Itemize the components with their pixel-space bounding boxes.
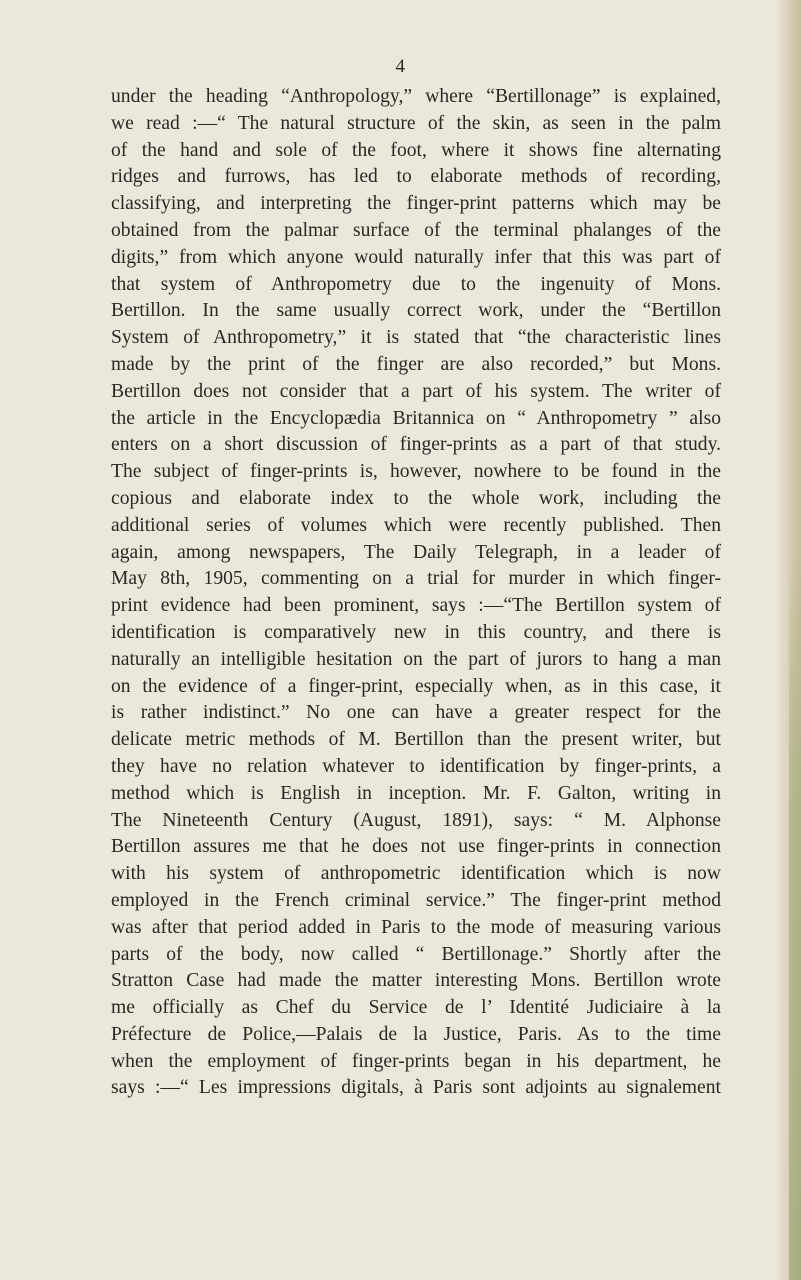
- text-line: The subject of finger-prints is, however, nowhere to be found in the: [111, 461, 721, 483]
- text-line: the article in the Encyclopædia Britannica on “ Anthropometry ” also: [111, 407, 721, 429]
- text-line: delicate metric methods of M. Bertillon than the present writer, but: [111, 729, 721, 751]
- text-line: May 8th, 1905, commenting on a trial for murder in which finger-: [111, 568, 721, 590]
- text-line: Bertillon does not consider that a part of his system. The writer of: [111, 380, 721, 402]
- text-line: obtained from the palmar surface of the terminal phalanges of the: [111, 219, 721, 241]
- text-line: digits,” from which anyone would naturally infer that this was part of: [111, 246, 721, 268]
- text-line: enters on a short discussion of finger-prints as a part of that study.: [111, 434, 721, 456]
- text-line: of the hand and sole of the foot, where it shows fine alternating: [111, 139, 721, 161]
- page-edge-tint: [789, 560, 801, 1280]
- text-line: copious and elaborate index to the whole work, including the: [111, 487, 721, 509]
- text-line: on the evidence of a finger-print, especially when, as in this case, it: [111, 675, 721, 697]
- text-line: when the employment of finger-prints began in his department, he: [111, 1050, 721, 1072]
- text-line: is rather indistinct.” No one can have a greater respect for the: [111, 702, 721, 724]
- text-line: identification is comparatively new in this country, and there is: [111, 621, 721, 643]
- text-line: parts of the body, now called “ Bertillonage.” Shortly after the: [111, 943, 721, 965]
- text-line: under the heading “Anthropology,” where “Bertillonage” is explained,: [111, 86, 721, 107]
- text-line: me officially as Chef du Service de l’ Identité Judiciaire à la: [111, 997, 721, 1019]
- body-text: [111, 84, 721, 1102]
- text-line: that system of Anthropometry due to the ingenuity of Mons.: [111, 273, 721, 295]
- text-line: additional series of volumes which were recently published. Then: [111, 514, 721, 536]
- text-line: again, among newspapers, The Daily Telegraph, in a leader of: [111, 541, 721, 563]
- text-line: Préfecture de Police,—Palais de la Justice, Paris. As to the time: [111, 1023, 721, 1045]
- text-line: was after that period added in Paris to the mode of measuring various: [111, 916, 721, 938]
- text-line: Bertillon assures me that he does not use finger-prints in connection: [111, 836, 721, 858]
- text-line: naturally an intelligible hesitation on the part of jurors to hang a man: [111, 648, 721, 670]
- text-line: they have no relation whatever to identification by finger-prints, a: [111, 755, 721, 777]
- text-line: The Nineteenth Century (August, 1891), says: “ M. Alphonse: [111, 809, 721, 831]
- text-line: made by the print of the finger are also recorded,” but Mons.: [111, 353, 721, 375]
- text-line: System of Anthropometry,” it is stated that “the characteristic lines: [111, 327, 721, 349]
- text-line: print evidence had been prominent, says :—“The Bertillon system of: [111, 595, 721, 617]
- text-line: method which is English in inception. Mr. F. Galton, writing in: [111, 782, 721, 804]
- text-line: employed in the French criminal service.” The finger-print method: [111, 889, 721, 911]
- page-number: 4: [395, 56, 406, 77]
- text-line: with his system of anthropometric identification which is now: [111, 863, 721, 885]
- page-edge: [777, 0, 801, 1280]
- text-line: classifying, and interpreting the finger-print patterns which may be: [111, 193, 721, 215]
- text-line: says :—“ Les impressions digitals, à Paris sont adjoints au signalement: [111, 1077, 721, 1099]
- text-line: we read :—“ The natural structure of the skin, as seen in the palm: [111, 112, 721, 134]
- text-line: Bertillon. In the same usually correct work, under the “Bertillon: [111, 300, 721, 322]
- text-line: Stratton Case had made the matter interesting Mons. Bertillon wrote: [111, 970, 721, 992]
- text-line: ridges and furrows, has led to elaborate methods of recording,: [111, 166, 721, 188]
